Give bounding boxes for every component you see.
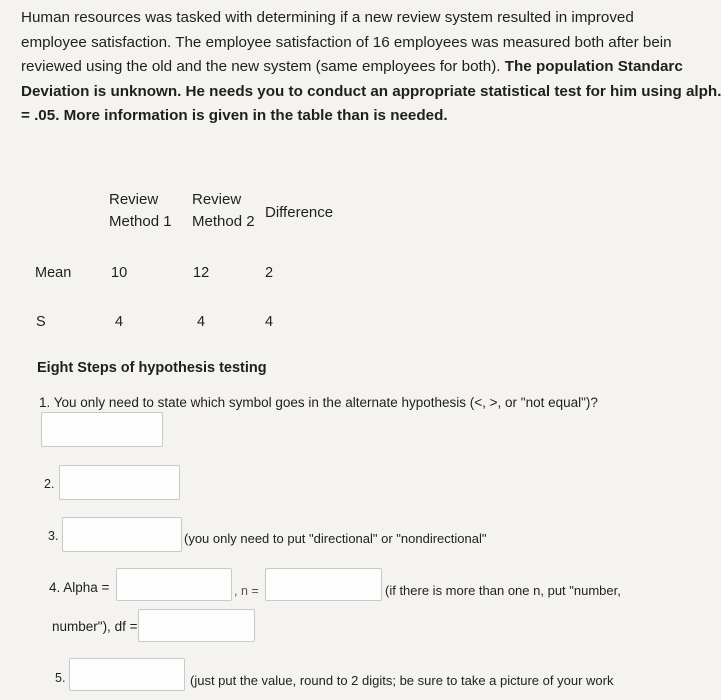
question-line-2: employee satisfaction. The employee satisfaction of 16 employees was measured both after bein xyxy=(21,33,672,51)
step-5-hint: (just put the value, round to 2 digits; be sure to take a picture of your work xyxy=(190,673,614,688)
mean-method-1: 10 xyxy=(111,265,128,281)
header-review-method-2: Review Method 2 xyxy=(192,191,255,230)
step-5-label: 5. xyxy=(55,671,66,685)
s-method-2: 4 xyxy=(197,314,206,330)
steps-heading: Eight Steps of hypothesis testing xyxy=(37,360,267,376)
n-input[interactable] xyxy=(265,568,382,601)
step-4-df-label: number"), df = xyxy=(52,619,138,634)
s-method-1: 4 xyxy=(115,314,124,330)
question-line-4: Deviation is unknown. He needs you to conduct an appropriate statistical test for him using alph. xyxy=(21,82,721,100)
step-3-input[interactable] xyxy=(62,517,182,552)
step-5-input[interactable] xyxy=(69,658,185,691)
step-1-prompt: 1. You only need to state which symbol goes in the alternate hypothesis (<, >, or "not equal")? xyxy=(39,395,598,410)
question-text xyxy=(21,6,721,129)
question-line-1: Human resources was tasked with determining if a new review system resulted in improved xyxy=(21,9,634,26)
mean-difference: 2 xyxy=(265,265,274,281)
step-3-label: 3. xyxy=(48,529,59,543)
df-input[interactable] xyxy=(138,609,255,642)
step-1-input[interactable] xyxy=(41,412,163,447)
row-label-mean: Mean xyxy=(35,265,72,281)
step-4-hint: (if there is more than one n, put "number, xyxy=(385,583,621,598)
mean-method-2: 12 xyxy=(193,265,210,281)
step-3-hint: (you only need to put "directional" or "nondirectional" xyxy=(184,531,487,546)
question-line-5: = .05. More information is given in the table than is needed. xyxy=(21,107,448,124)
step-4-alpha-label: 4. Alpha = xyxy=(49,580,110,595)
step-2-label: 2. xyxy=(44,477,55,491)
s-difference: 4 xyxy=(265,314,274,330)
alpha-input[interactable] xyxy=(116,568,232,601)
question-line-3: reviewed using the old and the new system (same employees for both). The population Standarc xyxy=(21,58,683,75)
step-2-input[interactable] xyxy=(59,465,180,500)
row-label-s: S xyxy=(36,314,46,330)
step-4-n-label: , n = xyxy=(234,584,259,598)
header-difference: Difference xyxy=(265,204,334,221)
header-review-method-1: Review Method 1 xyxy=(109,191,172,230)
